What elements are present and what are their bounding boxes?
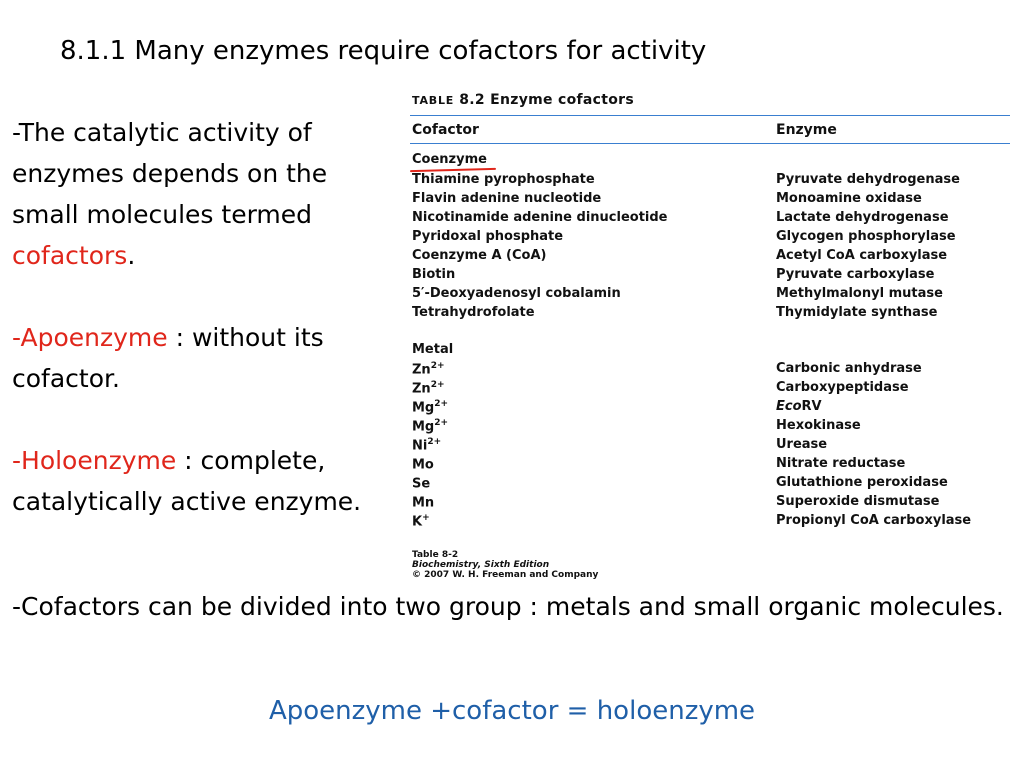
metal-charge: 2+ (427, 437, 442, 447)
enzyme-text: Nitrate reductase (776, 456, 906, 471)
table-row (412, 210, 1020, 229)
metal-symbol: K (412, 514, 423, 530)
enzyme-text: Carboxypeptidase (776, 380, 909, 395)
cofactor-cell (412, 399, 448, 415)
table-row (412, 475, 1020, 494)
enzyme-text: Propionyl CoA carboxylase (776, 513, 972, 528)
enzyme-cell: Glycogen phosphorylase (776, 229, 956, 244)
table-caption-title: 8.2 Enzyme cofactors (459, 92, 635, 108)
enzyme-cell (776, 418, 861, 433)
cofactor-definition (12, 112, 392, 276)
cofactor-cell (412, 437, 441, 453)
table-row (412, 380, 1020, 399)
metal-charge: 2+ (434, 418, 449, 428)
table-row (412, 437, 1020, 456)
metal-charge: 2+ (430, 361, 445, 371)
enzyme-text: Urease (776, 437, 828, 452)
metal-charge: 2+ (430, 380, 445, 390)
table-row (412, 286, 1020, 305)
enzyme-text: RV (801, 399, 822, 414)
cofactor-cell: Pyridoxal phosphate (412, 229, 564, 244)
metal-charge: 2+ (434, 399, 449, 409)
table-source-line1: Table 8-2 (412, 550, 459, 560)
table-row (412, 361, 1020, 380)
table-row (412, 172, 1020, 191)
cofactor-cell: Nicotinamide adenine dinucleotide (412, 210, 668, 225)
coenzyme-rows (412, 172, 1020, 324)
enzyme-cell: Methylmalonyl mutase (776, 286, 943, 301)
table-row (412, 494, 1020, 513)
cofactor-cell (412, 418, 448, 434)
metal-symbol: Se (412, 476, 431, 492)
enzyme-text: Hexokinase (776, 418, 861, 433)
cofactor-cell: Biotin (412, 267, 456, 282)
metal-charge: + (422, 513, 430, 523)
metal-symbol: Mo (412, 457, 434, 473)
cofactor-cell: Coenzyme A (CoA) (412, 248, 547, 263)
enzyme-italic-part: Eco (776, 399, 802, 414)
metal-symbol: Mn (412, 495, 435, 511)
column-header-enzyme: Enzyme (776, 122, 837, 138)
cofactor-cell (412, 380, 445, 396)
enzyme-equation: Apoenzyme +cofactor = holoenzyme (268, 696, 756, 726)
table-row (412, 229, 1020, 248)
enzyme-cofactors-table (410, 88, 1020, 584)
table-row (412, 513, 1020, 532)
cofactor-cell (412, 494, 434, 510)
metal-heading: Metal (412, 342, 454, 357)
enzyme-cell: Thymidylate synthase (776, 305, 938, 320)
column-header-cofactor: Cofactor (412, 122, 479, 138)
enzyme-cell: Pyruvate carboxylase (776, 267, 935, 282)
table-top-rule (410, 115, 1010, 116)
cofactor-definition-end: . (127, 241, 136, 270)
enzyme-cell (776, 380, 909, 395)
coenzyme-heading: Coenzyme (412, 152, 487, 167)
table-row (412, 418, 1020, 437)
table-row (412, 305, 1020, 324)
metal-symbol: Zn (412, 362, 431, 378)
table-header-rule (410, 143, 1010, 144)
table-row (412, 248, 1020, 267)
table-row (412, 267, 1020, 286)
enzyme-cell (776, 494, 939, 509)
slide-title: 8.1.1 Many enzymes require cofactors for activity (60, 36, 707, 66)
enzyme-cell (776, 513, 971, 528)
table-caption (412, 92, 634, 108)
cofactor-groups-text: -Cofactors can be divided into two group : metals and small organic molecules. (12, 592, 1004, 621)
table-source-note (412, 550, 598, 580)
cofactor-cell (412, 456, 434, 472)
enzyme-cell: Pyruvate dehydrogenase (776, 172, 960, 187)
cofactor-cell: Thiamine pyrophosphate (412, 172, 595, 187)
cofactor-cell (412, 475, 430, 491)
cofactor-cell: Tetrahydrofolate (412, 305, 535, 320)
enzyme-cell (776, 456, 905, 471)
enzyme-cell: Lactate dehydrogenase (776, 210, 949, 225)
metal-symbol: Zn (412, 381, 431, 397)
table-caption-label: TABLE (412, 94, 455, 107)
cofactor-definition-text: -The catalytic activity of enzymes depends on the small molecules termed (12, 118, 328, 229)
holoenzyme-definition-text: : complete, catalytically active enzyme. (12, 446, 362, 516)
cofactor-cell: Flavin adenine nucleotide (412, 191, 602, 206)
enzyme-text: Carbonic anhydrase (776, 361, 922, 376)
enzyme-cell (776, 475, 948, 490)
apoenzyme-definition (12, 317, 392, 399)
definitions (12, 112, 392, 522)
table-source-line2: Biochemistry, Sixth Edition (412, 560, 550, 570)
cofactor-cell (412, 361, 445, 377)
cofactor-cell (412, 513, 430, 529)
metal-symbol: Mg (412, 419, 435, 435)
enzyme-cell (776, 437, 827, 452)
holoenzyme-definition (12, 440, 392, 522)
enzyme-cell: Acetyl CoA carboxylase (776, 248, 948, 263)
holoenzyme-term: -Holoenzyme (12, 446, 177, 475)
apoenzyme-definition-text: : without its cofactor. (12, 323, 324, 393)
enzyme-cell (776, 361, 922, 376)
metal-symbol: Ni (412, 438, 428, 454)
enzyme-cell (776, 399, 822, 414)
table-row (412, 399, 1020, 418)
cofactors-term: cofactors (12, 241, 128, 270)
enzyme-text: Glutathione peroxidase (776, 475, 948, 490)
table-source-line3: © 2007 W. H. Freeman and Company (412, 570, 599, 580)
table-row (412, 191, 1020, 210)
enzyme-text: Superoxide dismutase (776, 494, 940, 509)
table-row (412, 456, 1020, 475)
apoenzyme-term: -Apoenzyme (12, 323, 168, 352)
metal-symbol: Mg (412, 400, 435, 416)
enzyme-cell: Monoamine oxidase (776, 191, 922, 206)
metal-rows (412, 361, 1020, 532)
cofactor-cell: 5′-Deoxyadenosyl cobalamin (412, 286, 621, 301)
